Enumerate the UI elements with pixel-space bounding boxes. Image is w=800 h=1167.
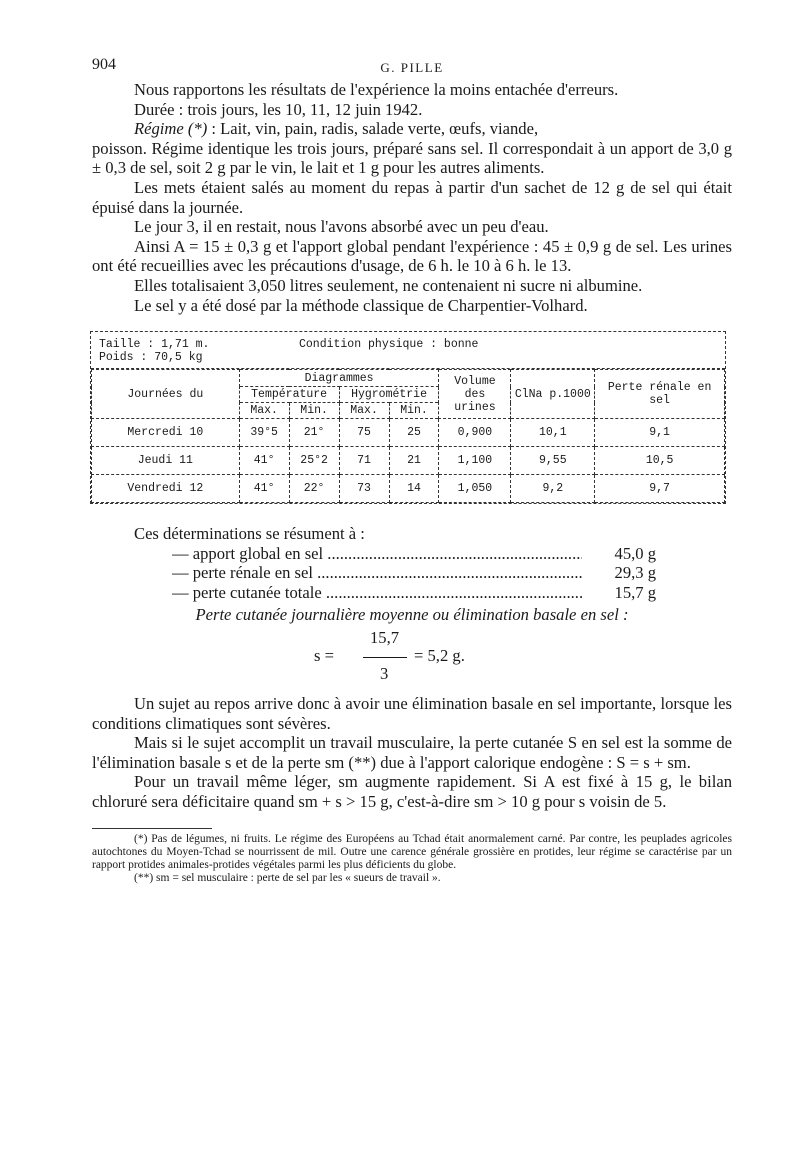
cell-tmax: 41°	[239, 475, 289, 503]
formula-denominator: 3	[380, 664, 389, 684]
summary-value: 29,3 g	[614, 563, 656, 583]
paragraph: Mais si le sujet accomplit un travail musculaire, la perte cutanée S en sel est la somme de l'élimination basale s et de la perte sm (**) due à l'apport calorique endogène : S = s + sm.	[92, 733, 732, 772]
formula-numerator: 15,7	[370, 628, 400, 648]
regime-label: Régime (*)	[134, 119, 208, 139]
cell-hmax: 75	[339, 419, 389, 447]
paragraph: Durée : trois jours, les 10, 11, 12 juin 1942.	[134, 99, 423, 119]
col-header-tmax: Max.	[239, 403, 289, 419]
paragraph: Le jour 3, il en restait, nous l'avons absorbé avec un peu d'eau.	[134, 217, 549, 237]
summary-row	[172, 583, 656, 603]
cell-tmin: 25°2	[289, 447, 339, 475]
cell-hmax: 73	[339, 475, 389, 503]
col-header-hmin: Min.	[389, 403, 439, 419]
summary-row	[172, 563, 656, 583]
cell-hmin: 21	[389, 447, 439, 475]
col-header-diagrammes: Diagrammes	[239, 370, 439, 387]
paragraph: Les mets étaient salés au moment du repas à partir d'un sachet de 12 g de sel qui était épuisé dans la journée.	[92, 177, 732, 217]
cell-volume: 1,100	[439, 447, 511, 475]
paragraph: Pour un travail même léger, sm augmente rapidement. Si A est fixé à 15 g, le bilan chloruré sera déficitaire quand sm + s > 15 g, c'est-à-dire sm > 10 g pour s voisin de 5.	[92, 772, 732, 812]
cell-day: Mercredi 10	[92, 419, 240, 447]
formula-lhs: s =	[314, 646, 334, 666]
summary-label: — perte rénale en sel .....	[172, 563, 582, 583]
summary-value: 15,7 g	[614, 582, 656, 602]
summary-label: — apport global en sel .....	[172, 544, 582, 564]
subject-weight: Poids : 70,5 kg	[99, 351, 203, 365]
cell-volume: 1,050	[439, 475, 511, 503]
table-row	[92, 419, 725, 447]
table-row	[92, 475, 725, 503]
cell-hmin: 14	[389, 475, 439, 503]
cell-clna: 9,55	[511, 447, 595, 475]
col-header-hmax: Max.	[339, 403, 389, 419]
cell-tmin: 22°	[289, 475, 339, 503]
footnote: (**) sm = sel musculaire : perte de sel par les « sueurs de travail ».	[134, 871, 441, 884]
cell-perte: 10,5	[595, 447, 725, 475]
paragraph: Un sujet au repos arrive donc à avoir une élimination basale en sel importante, lorsque les conditions climatiques sont sévères.	[92, 694, 732, 733]
col-header-perte: Perte rénale en sel	[595, 370, 725, 419]
running-header	[92, 56, 732, 80]
cell-clna: 10,1	[511, 419, 595, 447]
cell-tmax: 41°	[239, 447, 289, 475]
col-header-temperature: Température	[239, 387, 339, 403]
page	[92, 56, 732, 885]
page-number: 904	[92, 56, 116, 73]
author-name: G. PILLE	[380, 60, 444, 75]
paragraph-regime	[92, 119, 732, 139]
formula	[92, 628, 732, 686]
paragraph: Le sel y a été dosé par la méthode classique de Charpentier-Volhard.	[134, 295, 588, 315]
cell-volume: 0,900	[439, 419, 511, 447]
cell-hmax: 71	[339, 447, 389, 475]
cell-perte: 9,7	[595, 475, 725, 503]
physical-condition: Condition physique : bonne	[299, 338, 479, 352]
col-header-volume: Volume des urines	[439, 370, 511, 419]
paragraph: Ainsi A = 15 ± 0,3 g et l'apport global pendant l'expérience : 45 ± 0,9 g de sel. Les urines ont été recueillies avec les précautions d'usage, de 6 h. le 10 à 6 h. le 13.	[92, 236, 732, 276]
paragraph: Nous rapportons les résultats de l'expérience la moins entachée d'erreurs.	[134, 80, 619, 99]
fraction-bar	[363, 657, 407, 658]
col-header-tmin: Min.	[289, 403, 339, 419]
footnote-rule	[92, 828, 212, 829]
paragraph: Elles totalisaient 3,050 litres seulement, ne contenaient ni sucre ni albumine.	[134, 275, 643, 295]
results-table	[91, 369, 725, 503]
cell-perte: 9,1	[595, 419, 725, 447]
table-row	[92, 447, 725, 475]
body-text	[92, 80, 732, 315]
cell-clna: 9,2	[511, 475, 595, 503]
col-header-hygrometrie: Hygrométrie	[339, 387, 439, 403]
summary	[92, 524, 732, 686]
cell-tmin: 21°	[289, 419, 339, 447]
summary-row	[172, 544, 656, 564]
summary-value: 45,0 g	[614, 543, 656, 563]
italic-line: Perte cutanée journalière moyenne ou élimination basale en sel :	[195, 604, 629, 624]
cell-day: Vendredi 12	[92, 475, 240, 503]
col-header-journees: Journées du	[92, 370, 240, 419]
body-text-2	[92, 694, 732, 812]
cell-hmin: 25	[389, 419, 439, 447]
paragraph: poisson. Régime identique les trois jours, préparé sans sel. Il correspondait à un apport de 3,0 g ± 0,3 de sel, soit 2 g par le vin, le lait et 1 g pour les autres aliments.	[92, 138, 732, 178]
cell-tmax: 39°5	[239, 419, 289, 447]
formula-rhs: = 5,2 g.	[414, 646, 465, 666]
subject-info	[91, 332, 725, 369]
col-header-clna: ClNa p.1000	[511, 370, 595, 419]
footnote: (*) Pas de légumes, ni fruits. Le régime des Européens au Tchad était anormalement carné. Par contre, les peuplades agricoles autochtones du Moyen-Tchad se nourrissent de mil. Outre une carence générale grossière en protides, leur régime se caractérise par un rapport protides animales-protides végétales parmi les plus déficients du globe.	[92, 832, 732, 871]
cell-day: Jeudi 11	[92, 447, 240, 475]
footnotes	[92, 828, 732, 885]
regime-text: : Lait, vin, pain, radis, salade verte, œufs, viande,	[207, 119, 539, 139]
data-table-box	[90, 331, 726, 504]
subject-height: Taille : 1,71 m.	[99, 338, 210, 352]
summary-label: — perte cutanée totale .....	[172, 583, 582, 603]
summary-intro: Ces déterminations se résument à :	[134, 524, 365, 544]
